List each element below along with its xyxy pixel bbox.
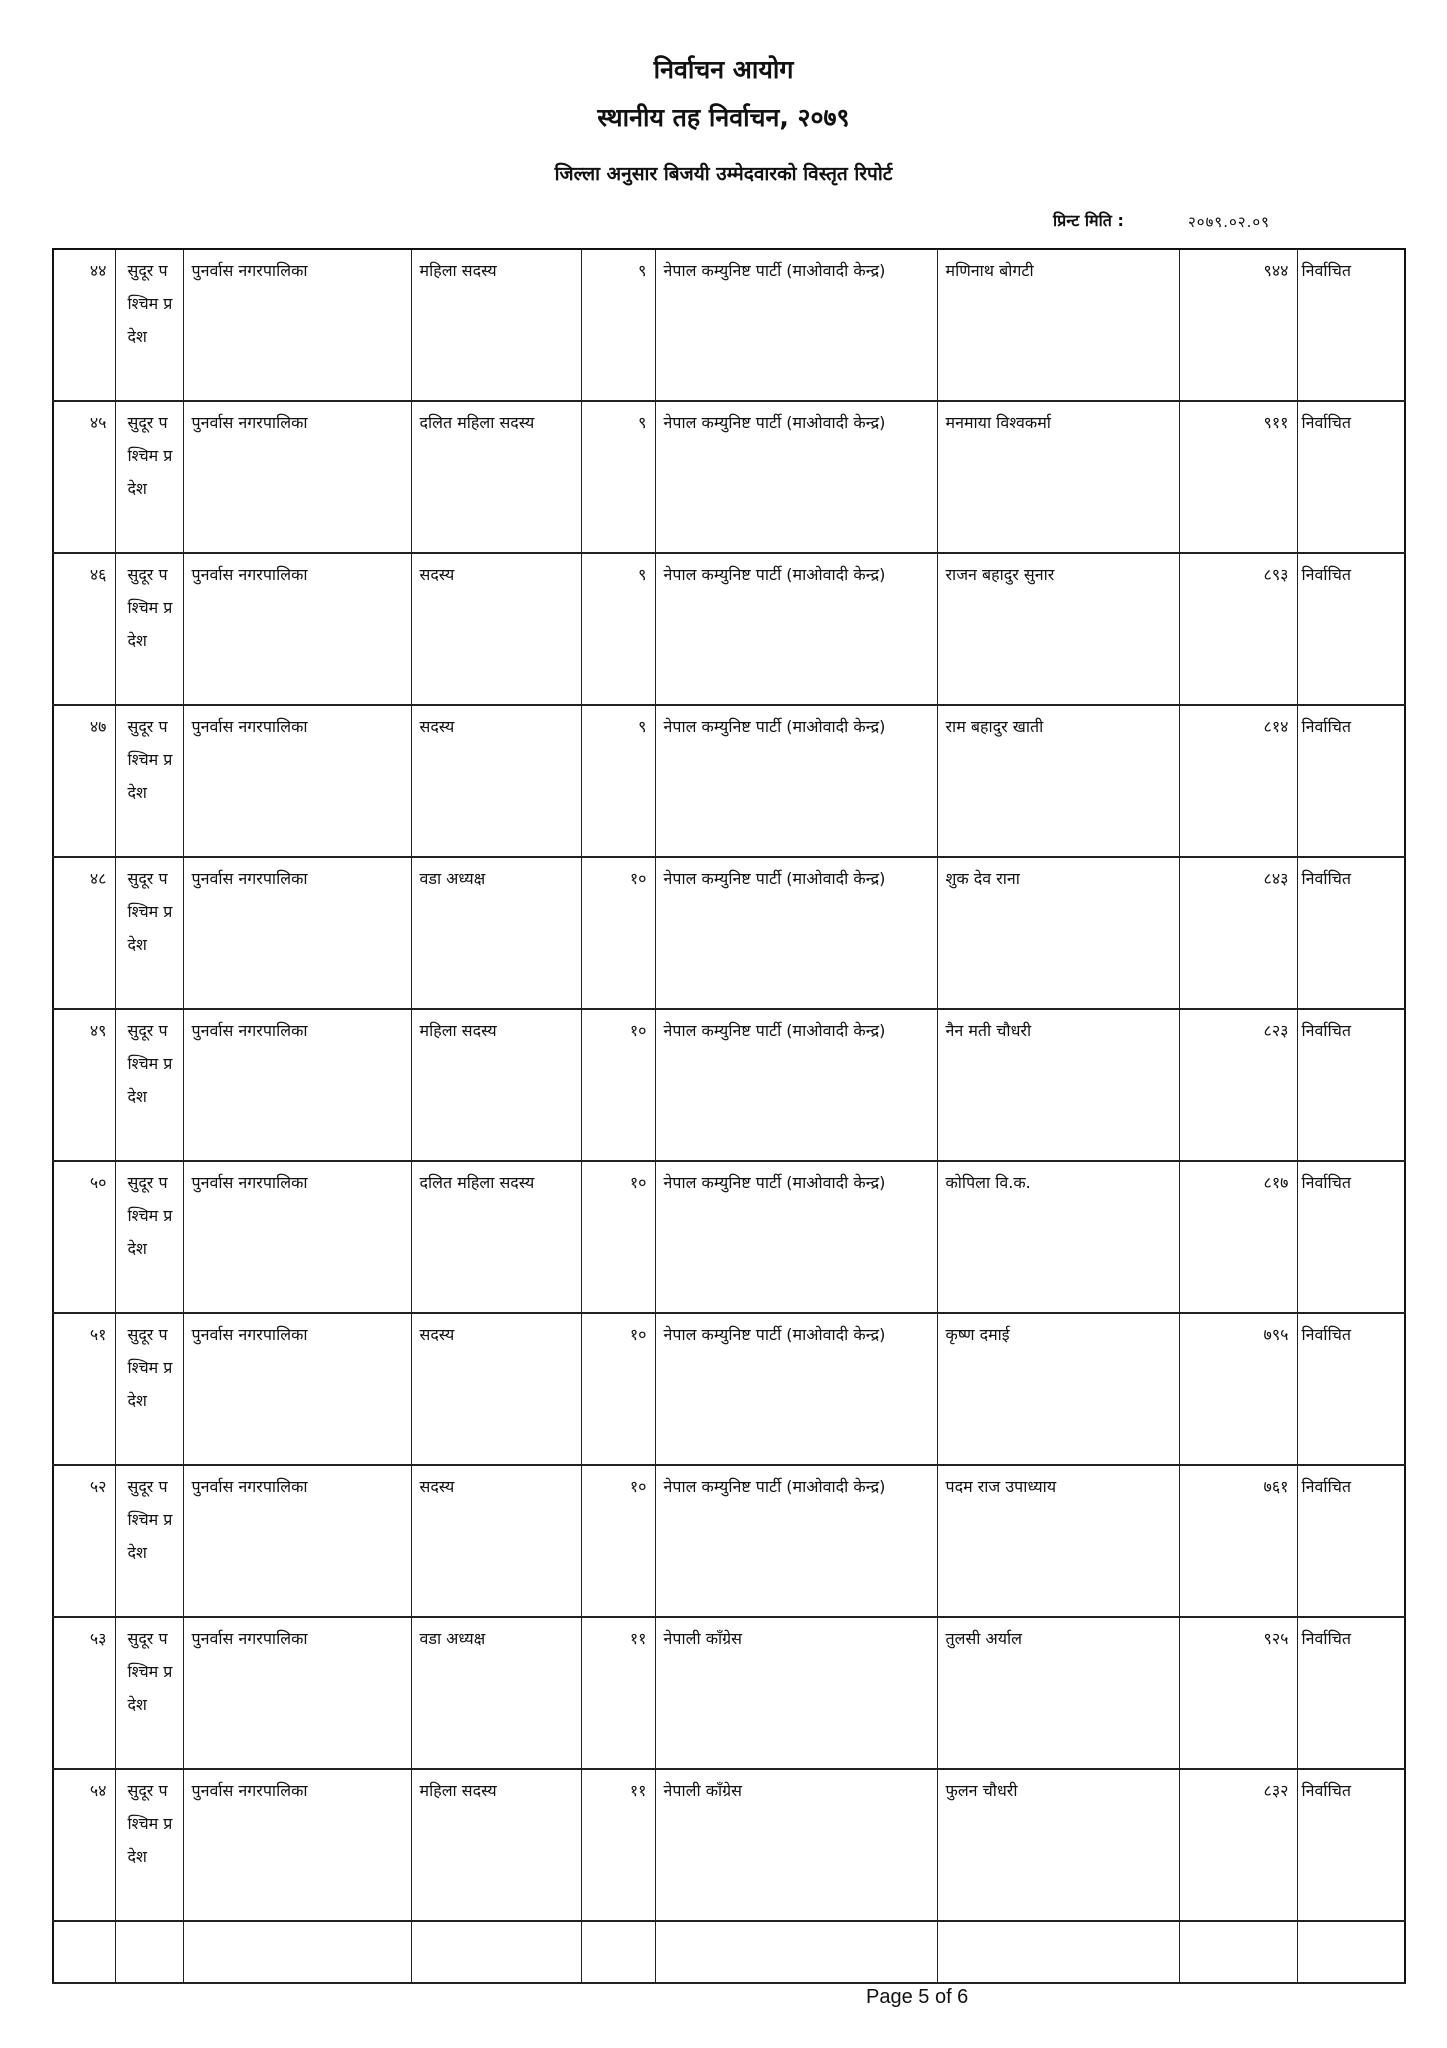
serial-number-cell: ५०	[53, 1161, 115, 1313]
local-body-cell: पुनर्वास नगरपालिका	[183, 401, 411, 553]
candidate-name-cell: नैन मती चौधरी	[937, 1009, 1179, 1161]
commission-title: निर्वाचन आयोग	[653, 55, 794, 84]
local-body-cell: पुनर्वास नगरपालिका	[183, 857, 411, 1009]
local-body-cell: पुनर्वास नगरपालिका	[183, 1465, 411, 1617]
results-table	[52, 248, 1406, 1984]
status-cell: निर्वाचित	[1297, 705, 1405, 857]
serial-number-cell: ४८	[53, 857, 115, 1009]
local-body-cell: पुनर्वास नगरपालिका	[183, 1313, 411, 1465]
candidate-name-cell: राम बहादुर खाती	[937, 705, 1179, 857]
page-number: Page 5 of 6	[866, 1986, 969, 2008]
table-row	[53, 401, 1405, 553]
party-cell: नेपाल कम्युनिष्ट पार्टी (माओवादी केन्द्र)	[655, 249, 937, 401]
candidate-name-cell: मणिनाथ बोगटी	[937, 249, 1179, 401]
post-cell: महिला सदस्य	[411, 1009, 581, 1161]
province-cell: सुदूर पश्चिम प्रदेश	[115, 857, 183, 1009]
serial-number-cell: ४७	[53, 705, 115, 857]
table-row	[53, 1009, 1405, 1161]
province-cell: सुदूर पश्चिम प्रदेश	[115, 553, 183, 705]
province-cell: सुदूर पश्चिम प्रदेश	[115, 401, 183, 553]
ward-number-cell: ९	[581, 553, 655, 705]
post-cell: दलित महिला सदस्य	[411, 401, 581, 553]
post-cell: सदस्य	[411, 1465, 581, 1617]
table-row	[53, 1617, 1405, 1769]
local-body-cell: पुनर्वास नगरपालिका	[183, 705, 411, 857]
status-cell: निर्वाचित	[1297, 249, 1405, 401]
table-row	[53, 1769, 1405, 1921]
serial-number-cell: ५३	[53, 1617, 115, 1769]
empty-cell	[411, 1921, 581, 1983]
table-row	[53, 553, 1405, 705]
ward-number-cell: १०	[581, 1161, 655, 1313]
table-row	[53, 857, 1405, 1009]
votes-cell: ८१७	[1179, 1161, 1297, 1313]
local-body-cell: पुनर्वास नगरपालिका	[183, 1617, 411, 1769]
table-row	[53, 249, 1405, 401]
ward-number-cell: १०	[581, 1313, 655, 1465]
status-cell: निर्वाचित	[1297, 553, 1405, 705]
party-cell: नेपाल कम्युनिष्ट पार्टी (माओवादी केन्द्र)	[655, 705, 937, 857]
table-row	[53, 1161, 1405, 1313]
province-cell: सुदूर पश्चिम प्रदेश	[115, 705, 183, 857]
votes-cell: ९२५	[1179, 1617, 1297, 1769]
party-cell: नेपाल कम्युनिष्ट पार्टी (माओवादी केन्द्र)	[655, 1161, 937, 1313]
ward-number-cell: १०	[581, 1009, 655, 1161]
ward-number-cell: ९	[581, 401, 655, 553]
post-cell: महिला सदस्य	[411, 249, 581, 401]
province-cell: सुदूर पश्चिम प्रदेश	[115, 1009, 183, 1161]
ward-number-cell: ९	[581, 705, 655, 857]
serial-number-cell: ५२	[53, 1465, 115, 1617]
votes-cell: ८१४	[1179, 705, 1297, 857]
candidate-name-cell: कृष्ण दमाई	[937, 1313, 1179, 1465]
party-cell: नेपाली काँग्रेस	[655, 1617, 937, 1769]
empty-cell	[1297, 1921, 1405, 1983]
party-cell: नेपाल कम्युनिष्ट पार्टी (माओवादी केन्द्र)	[655, 1009, 937, 1161]
status-cell: निर्वाचित	[1297, 1009, 1405, 1161]
local-body-cell: पुनर्वास नगरपालिका	[183, 249, 411, 401]
post-cell: वडा अध्यक्ष	[411, 1617, 581, 1769]
status-cell: निर्वाचित	[1297, 857, 1405, 1009]
local-body-cell: पुनर्वास नगरपालिका	[183, 1161, 411, 1313]
serial-number-cell: ४५	[53, 401, 115, 553]
table-row	[53, 705, 1405, 857]
local-body-cell: पुनर्वास नगरपालिका	[183, 1769, 411, 1921]
post-cell: सदस्य	[411, 705, 581, 857]
status-cell: निर्वाचित	[1297, 1617, 1405, 1769]
empty-cell	[581, 1921, 655, 1983]
status-cell: निर्वाचित	[1297, 1465, 1405, 1617]
candidate-name-cell: शुक देव राना	[937, 857, 1179, 1009]
post-cell: सदस्य	[411, 553, 581, 705]
votes-cell: ८४३	[1179, 857, 1297, 1009]
votes-cell: ८२३	[1179, 1009, 1297, 1161]
post-cell: वडा अध्यक्ष	[411, 857, 581, 1009]
empty-cell	[53, 1921, 115, 1983]
ward-number-cell: ११	[581, 1769, 655, 1921]
party-cell: नेपाल कम्युनिष्ट पार्टी (माओवादी केन्द्र)	[655, 1313, 937, 1465]
post-cell: दलित महिला सदस्य	[411, 1161, 581, 1313]
party-cell: नेपाल कम्युनिष्ट पार्टी (माओवादी केन्द्र)	[655, 857, 937, 1009]
empty-cell	[655, 1921, 937, 1983]
votes-cell: ९११	[1179, 401, 1297, 553]
empty-cell	[183, 1921, 411, 1983]
party-cell: नेपाल कम्युनिष्ट पार्टी (माओवादी केन्द्र)	[655, 401, 937, 553]
status-cell: निर्वाचित	[1297, 1769, 1405, 1921]
print-date-label: प्रिन्ट मिति :	[1053, 211, 1124, 230]
province-cell: सुदूर पश्चिम प्रदेश	[115, 1465, 183, 1617]
party-cell: नेपाल कम्युनिष्ट पार्टी (माओवादी केन्द्र)	[655, 1465, 937, 1617]
empty-cell	[1179, 1921, 1297, 1983]
votes-cell: ८३२	[1179, 1769, 1297, 1921]
candidate-name-cell: मनमाया विश्वकर्मा	[937, 401, 1179, 553]
serial-number-cell: ५४	[53, 1769, 115, 1921]
candidate-name-cell: फुलन चौधरी	[937, 1769, 1179, 1921]
post-cell: महिला सदस्य	[411, 1769, 581, 1921]
status-cell: निर्वाचित	[1297, 1313, 1405, 1465]
table-row	[53, 1465, 1405, 1617]
party-cell: नेपाली काँग्रेस	[655, 1769, 937, 1921]
candidate-name-cell: तुलसी अर्याल	[937, 1617, 1179, 1769]
table-row	[53, 1313, 1405, 1465]
votes-cell: ७६१	[1179, 1465, 1297, 1617]
report-title: जिल्ला अनुसार बिजयी उम्मेदवारको विस्तृत रिपोर्ट	[554, 163, 893, 185]
serial-number-cell: ५१	[53, 1313, 115, 1465]
candidate-name-cell: राजन बहादुर सुनार	[937, 553, 1179, 705]
ward-number-cell: ९	[581, 249, 655, 401]
ward-number-cell: ११	[581, 1617, 655, 1769]
province-cell: सुदूर पश्चिम प्रदेश	[115, 249, 183, 401]
serial-number-cell: ४४	[53, 249, 115, 401]
province-cell: सुदूर पश्चिम प्रदेश	[115, 1617, 183, 1769]
election-title: स्थानीय तह निर्वाचन, २०७९	[597, 103, 850, 132]
province-cell: सुदूर पश्चिम प्रदेश	[115, 1313, 183, 1465]
results-table-body	[53, 249, 1405, 1983]
status-cell: निर्वाचित	[1297, 401, 1405, 553]
votes-cell: ८९३	[1179, 553, 1297, 705]
empty-cell	[937, 1921, 1179, 1983]
serial-number-cell: ४९	[53, 1009, 115, 1161]
empty-cell	[115, 1921, 183, 1983]
province-cell: सुदूर पश्चिम प्रदेश	[115, 1769, 183, 1921]
post-cell: सदस्य	[411, 1313, 581, 1465]
print-date-value: २०७९.०२.०९	[1188, 213, 1270, 231]
status-cell: निर्वाचित	[1297, 1161, 1405, 1313]
party-cell: नेपाल कम्युनिष्ट पार्टी (माओवादी केन्द्र)	[655, 553, 937, 705]
empty-table-row	[53, 1921, 1405, 1983]
candidate-name-cell: पदम राज उपाध्याय	[937, 1465, 1179, 1617]
votes-cell: ७९५	[1179, 1313, 1297, 1465]
ward-number-cell: १०	[581, 1465, 655, 1617]
ward-number-cell: १०	[581, 857, 655, 1009]
province-cell: सुदूर पश्चिम प्रदेश	[115, 1161, 183, 1313]
local-body-cell: पुनर्वास नगरपालिका	[183, 1009, 411, 1161]
candidate-name-cell: कोपिला वि.क.	[937, 1161, 1179, 1313]
votes-cell: ९४४	[1179, 249, 1297, 401]
serial-number-cell: ४६	[53, 553, 115, 705]
local-body-cell: पुनर्वास नगरपालिका	[183, 553, 411, 705]
